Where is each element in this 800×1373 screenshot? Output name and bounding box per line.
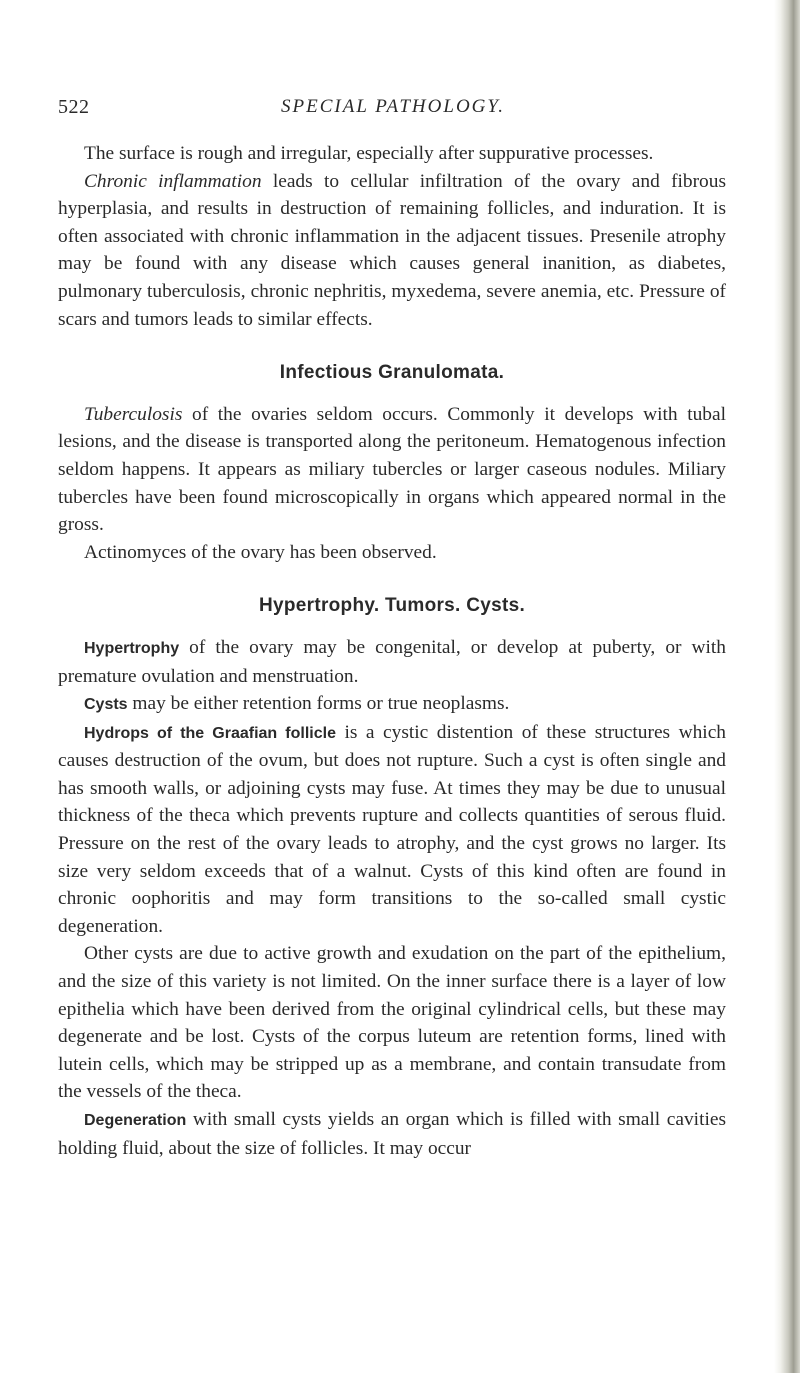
heading-infectious-granulomata: Infectious Granulomata.: [279, 362, 505, 384]
term-hydrops-graafian-follicle: Hydrops of the Graafian follicle: [84, 724, 336, 742]
term-chronic-inflammation: Chronic inflammation: [84, 170, 262, 192]
paragraph-chronic-inflammation: Chronic inflammation leads to cellular infiltration of the ovary and fibrous hyperplasia, and results in destruction of remaining follicles, and induration. It is often associated with chronic inflammation in the adjacent tissues. Presenile atrophy may be found with any disease which causes general inanition, as diabetes, pulmonary tuberculosis, chronic nephritis, myxedema, severe anemia, etc. Pressure of scars and tumors leads to similar effects.: [58, 170, 726, 330]
term-degeneration: Degeneration: [84, 1112, 187, 1129]
paragraph-hypertrophy: Hypertrophy of the ovary may be congenital, or develop at puberty, or with premature ovulation and menstruation.: [58, 636, 726, 687]
paragraph-other-cysts: Other cysts are due to active growth and exudation on the part of the epithelium, and the size of this variety is not limited. On the inner surface there is a layer of low epithelia which have been derived from the original cylindrical cells, but these may degenerate and be lost. Cysts of the corpus luteum are retention forms, lined with lutein cells, which may be stripped up as a membrane, and contain transudate from the vessels of the theca.: [58, 943, 726, 1103]
paragraph-surface: The surface is rough and irregular, especially after suppurative processes.: [84, 143, 654, 164]
term-tuberculosis: Tuberculosis: [84, 403, 183, 425]
paragraph-hydrops: Hydrops of the Graafian follicle is a cystic distention of these structures which causes destruction of the ovum, but does not rupture. Such a cyst is often single and has smooth walls, or adjoining cysts may fuse. At times they may be due to unusual thickness of the theca which prevents rupture and collects quantities of serous fluid. Pressure on the rest of the ovary leads to atrophy, and the cyst grows no larger. Its size very seldom exceeds that of a walnut. Cysts of this kind often are found in chronic oophoritis and may form transitions to the so-called small cystic degeneration.: [58, 721, 726, 937]
paragraph-degeneration: Degeneration with small cysts yields an organ which is filled with small cavities holding fluid, about the size of follicles. It may occur: [58, 1109, 726, 1159]
paragraph-tuberculosis: Tuberculosis of the ovaries seldom occurs. Commonly it develops with tubal lesions, and the disease is transported along the peritoneum. Hematogenous infection seldom happens. It appears as miliary tubercles or larger caseous nodules. Miliary tubercles have been found microscopically in organs which appeared normal in the gross.: [58, 403, 726, 536]
heading-hypertrophy-tumors-cysts: Hypertrophy. Tumors. Cysts.: [258, 595, 526, 617]
page-number: 522: [58, 96, 90, 118]
running-head: [58, 96, 728, 126]
term-cysts: Cysts: [84, 696, 128, 714]
running-title: SPECIAL PATHOLOGY.: [281, 96, 505, 117]
page-body: [58, 140, 726, 1162]
paragraph-actinomyces: Actinomyces of the ovary has been observed.: [84, 541, 437, 563]
paragraph-cysts: Cysts may be either retention forms or true neoplasms.: [84, 693, 510, 715]
page-edge-shadow: [774, 0, 800, 1373]
term-hypertrophy: Hypertrophy: [84, 639, 180, 657]
